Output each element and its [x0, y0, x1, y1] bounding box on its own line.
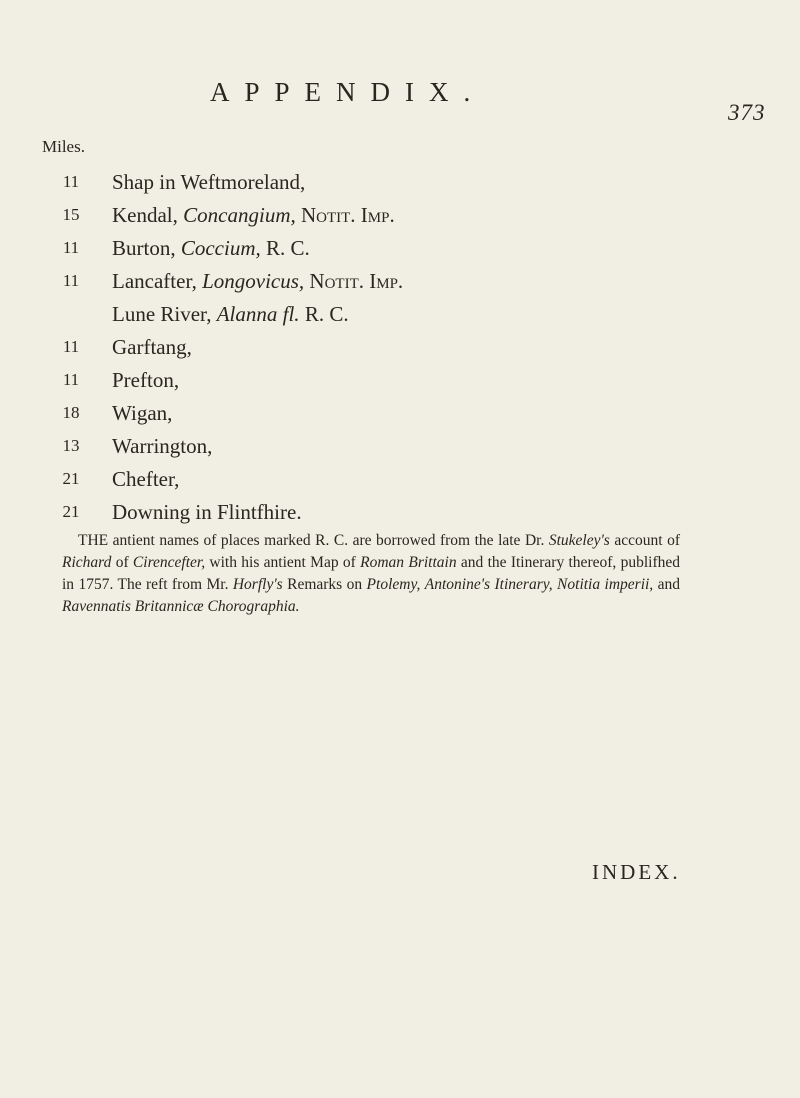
source-abbrev: Notit. Imp.	[300, 203, 395, 227]
place-name: Chefter,	[112, 467, 180, 491]
itinerary-row	[0, 269, 800, 302]
latin-name: Longovicus,	[202, 269, 305, 293]
itinerary-row	[0, 170, 800, 203]
distance-miles: 18	[62, 403, 80, 422]
place-name: Downing in Flintfhire.	[112, 500, 302, 524]
place-name: Lancafter,	[112, 269, 197, 293]
itinerary-list	[0, 170, 800, 533]
distance-miles: 11	[62, 337, 80, 356]
distance-miles: 13	[62, 436, 80, 455]
distance-miles: 11	[62, 172, 80, 191]
note-italic: Antonine's Itinerary,	[424, 575, 553, 593]
note-italic: Roman Brittain	[360, 553, 457, 571]
note-italic: Horfly's	[232, 575, 283, 593]
place-name: Wigan,	[112, 401, 173, 425]
itinerary-row	[0, 335, 800, 368]
distance-miles: 11	[62, 370, 80, 389]
note-text: with his antient Map of	[205, 553, 361, 571]
itinerary-row	[0, 203, 800, 236]
page-number: 373	[728, 100, 766, 125]
itinerary-row	[0, 500, 800, 533]
distance-miles: 21	[62, 502, 80, 521]
note-italic: Richard	[62, 553, 112, 571]
note-text: and	[653, 575, 680, 593]
note-text: THE antient names of places marked R. C. are borrowed from the late Dr.	[78, 531, 549, 549]
note-italic: Notitia imperii,	[557, 575, 654, 593]
source-note-paragraph	[62, 530, 680, 618]
distance-miles: 21	[62, 469, 80, 488]
note-text: account of	[609, 531, 680, 549]
distance-miles: 11	[62, 238, 80, 257]
note-text: and the Itinerary thereof, publifhed in 1757. The reft from Mr.	[62, 553, 680, 593]
itinerary-row	[0, 236, 800, 269]
latin-name: Coccium,	[180, 236, 261, 260]
note-text: Remarks on	[282, 575, 367, 593]
itinerary-row	[0, 368, 800, 401]
source-abbrev: R. C.	[304, 302, 349, 326]
place-name: Prefton,	[112, 368, 180, 392]
source-abbrev: R. C.	[266, 236, 310, 260]
place-name: Kendal,	[112, 203, 178, 227]
distance-miles: 15	[62, 205, 80, 224]
place-name: Burton,	[112, 236, 176, 260]
note-italic: Stukeley's	[548, 531, 610, 549]
place-name: Warrington,	[112, 434, 213, 458]
latin-name: Alanna fl.	[216, 302, 300, 326]
note-text: of	[111, 553, 133, 571]
place-name: Garftang,	[112, 335, 192, 359]
latin-name: Concangium,	[183, 203, 296, 227]
distance-miles: 11	[62, 271, 80, 290]
miles-column-label: Miles.	[42, 137, 85, 156]
place-name: Shap in Weftmoreland,	[112, 170, 306, 194]
place-name: Lune River,	[112, 302, 212, 326]
note-italic: Ptolemy,	[366, 575, 421, 593]
itinerary-row	[0, 302, 800, 335]
running-head: APPENDIX.	[210, 77, 486, 107]
note-italic: Cirencefter,	[132, 553, 206, 571]
catchword: INDEX.	[592, 860, 681, 884]
itinerary-row	[0, 434, 800, 467]
source-abbrev: Notit. Imp.	[309, 269, 404, 293]
itinerary-row	[0, 467, 800, 500]
note-italic: Ravennatis Britannicæ Chorographia.	[62, 597, 300, 615]
itinerary-row	[0, 401, 800, 434]
